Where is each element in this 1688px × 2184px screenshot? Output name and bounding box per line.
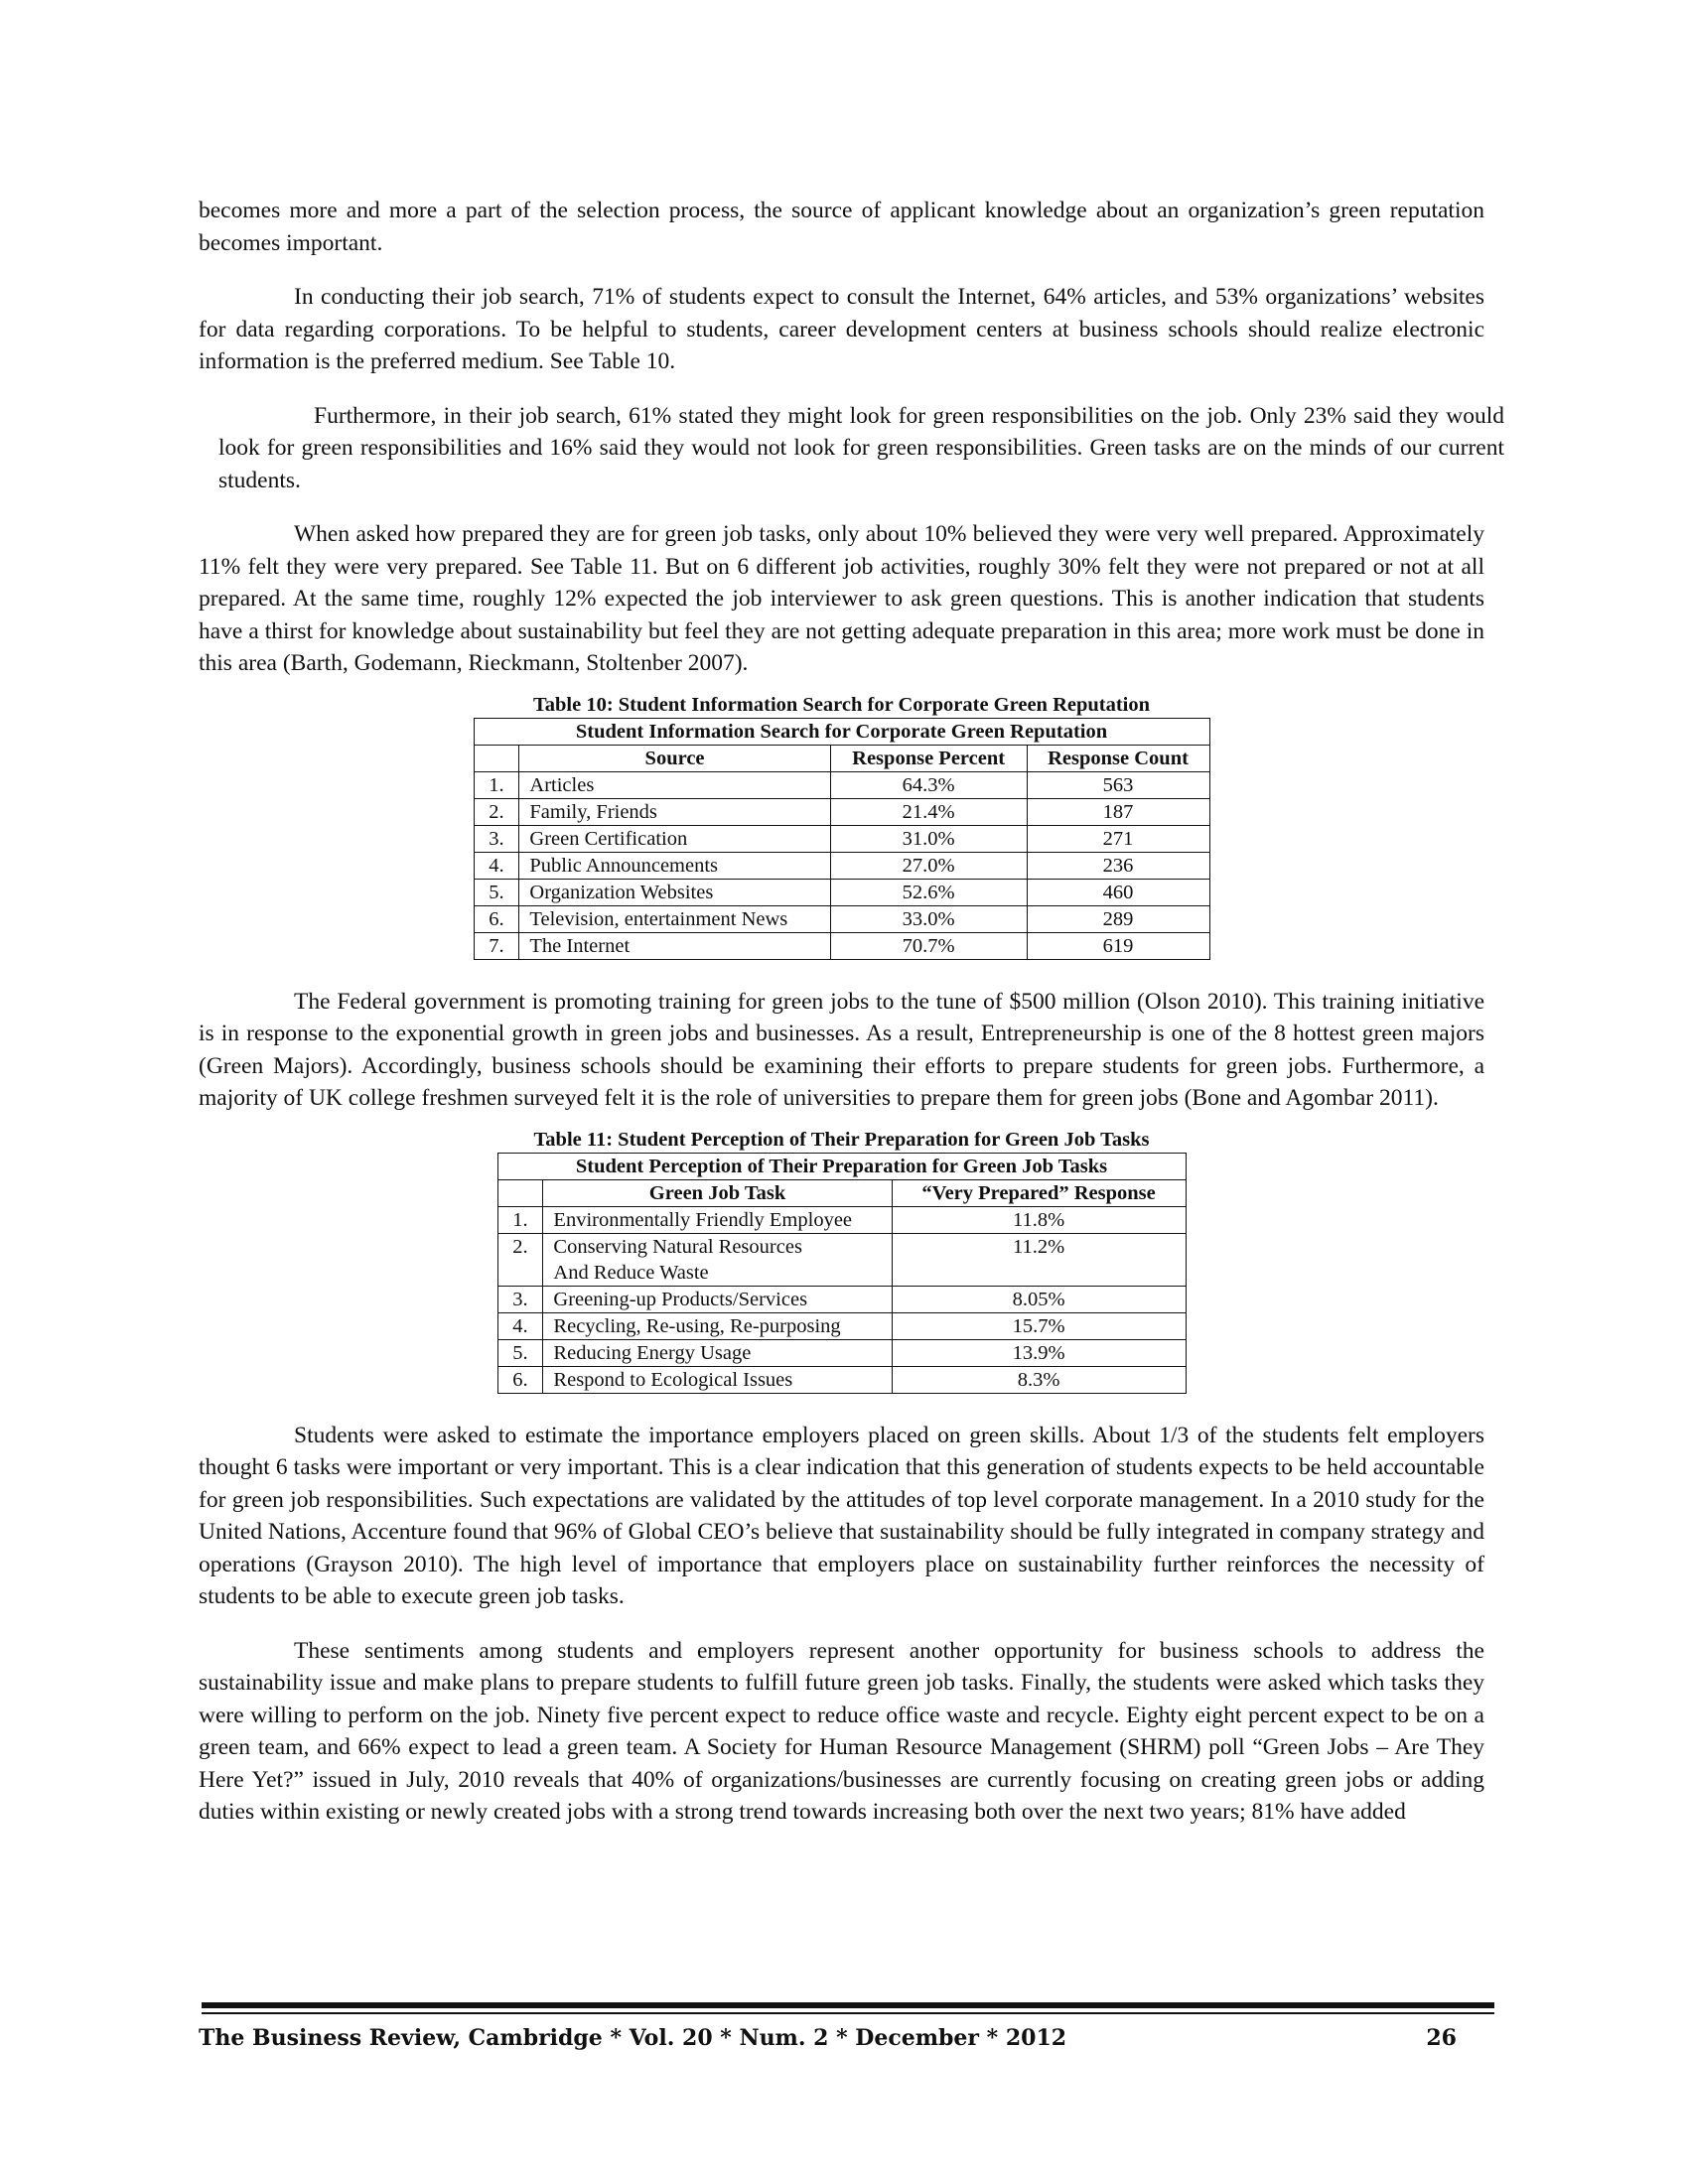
table-row (474, 905, 1209, 932)
table-header: Student Information Search for Corporate Green Reputation (474, 718, 1209, 745)
count-cell: 460 (1027, 879, 1209, 905)
table-row (497, 1366, 1186, 1393)
paragraph: In conducting their job search, 71% of students expect to consult the Internet, 64% articles, and 53% organizations’ websites for data regarding corporations. To be helpful to students, career development centers at business schools should realize electronic information is the preferred medium. See Table 10. (199, 284, 1484, 374)
table-11 (497, 1127, 1187, 1394)
table-header: Student Perception of Their Preparation for Green Job Tasks (497, 1153, 1186, 1179)
paragraph: These sentiments among students and employers represent another opportunity for business schools to address the sustainability issue and make plans to prepare students to fulfill future green job tasks. Finally, the students were asked which tasks they were willing to perform on the job. Ninety five percent expect to reduce office waste and recycle. Eighty eight percent expect to be on a green team, and 66% expect to lead a green team. A Society for Human Resource Management (SHRM) poll “Green Jobs – Are They Here Yet?” issued in July, 2010 reveals that 40% of organizations/businesses are currently focusing on creating green jobs or adding duties within existing or newly created jobs with a strong trend towards increasing both over the next two years; 81% have added (199, 1637, 1484, 1825)
source-cell: Family, Friends (519, 798, 830, 825)
row-number: 3. (474, 825, 519, 852)
response-cell: 11.8% (892, 1206, 1186, 1233)
percent-cell: 64.3% (830, 771, 1027, 798)
count-cell: 619 (1027, 932, 1209, 959)
table-caption: Table 11: Student Perception of Their Preparation for Green Job Tasks (533, 1128, 1150, 1151)
source-cell: Green Certification (519, 825, 830, 852)
table-10 (474, 692, 1210, 960)
table-row (497, 1312, 1186, 1339)
paragraph: becomes more and more a part of the selection process, the source of applicant knowledge about an organization’s green reputation becomes important. (199, 198, 1484, 256)
task-line: Conserving Natural Resources (553, 1235, 802, 1258)
row-number: 6. (497, 1366, 543, 1393)
count-cell: 563 (1027, 771, 1209, 798)
page-number: 26 (1426, 2025, 1457, 2051)
paragraph: Students were asked to estimate the importance employers placed on green skills. About 1/3 of the students felt employers thought 6 tasks were important or very important. This is a clear indication that this generation of students expects to be held accountable for green job responsibilities. Such expectations are validated by the attitudes of top level corporate management. In a 2010 study for the United Nations, Accenture found that 96% of Global CEO’s believe that sustainability should be fully integrated in company strategy and operations (Grayson 2010). The high level of importance that employers place on sustainability further reinforces the necessity of students to be able to execute green job tasks. (199, 1422, 1484, 1609)
task-cell: Environmentally Friendly Employee (543, 1206, 892, 1233)
task-cell: Respond to Ecological Issues (543, 1366, 892, 1393)
task-line: And Reduce Waste (553, 1261, 709, 1284)
source-cell: The Internet (519, 932, 830, 959)
percent-cell: 70.7% (830, 932, 1027, 959)
response-cell: 8.05% (892, 1286, 1186, 1312)
count-cell: 271 (1027, 825, 1209, 852)
response-cell: 11.2% (892, 1233, 1186, 1286)
footer-rule-thin (202, 2012, 1494, 2014)
blank-header-cell (474, 745, 519, 771)
row-number: 3. (497, 1286, 543, 1312)
percent-cell: 27.0% (830, 852, 1027, 879)
footer-rule-thick (202, 2002, 1494, 2008)
row-number: 4. (474, 852, 519, 879)
row-number: 2. (497, 1233, 543, 1286)
column-header: Green Job Task (543, 1179, 892, 1206)
paragraph: Furthermore, in their job search, 61% stated they might look for green responsibilities on the job. Only 23% said they would look for green responsibilities and 16% said they would not look for green responsibilities. Green tasks are on the minds of our current students. (218, 402, 1504, 493)
table-row (474, 825, 1209, 852)
count-cell: 289 (1027, 905, 1209, 932)
column-header: “Very Prepared” Response (892, 1179, 1186, 1206)
row-number: 1. (497, 1206, 543, 1233)
row-number: 4. (497, 1312, 543, 1339)
table-row (497, 1339, 1186, 1366)
response-cell: 13.9% (892, 1339, 1186, 1366)
row-number: 1. (474, 771, 519, 798)
table-row (474, 798, 1209, 825)
column-header: Response Count (1027, 745, 1209, 771)
row-number: 7. (474, 932, 519, 959)
source-cell: Articles (519, 771, 830, 798)
percent-cell: 33.0% (830, 905, 1027, 932)
percent-cell: 31.0% (830, 825, 1027, 852)
percent-cell: 21.4% (830, 798, 1027, 825)
table-row (474, 852, 1209, 879)
count-cell: 236 (1027, 852, 1209, 879)
row-number: 6. (474, 905, 519, 932)
row-number: 2. (474, 798, 519, 825)
source-cell: Television, entertainment News (519, 905, 830, 932)
response-cell: 8.3% (892, 1366, 1186, 1393)
table-row (474, 771, 1209, 798)
table-row (474, 932, 1209, 959)
count-cell: 187 (1027, 798, 1209, 825)
task-cell: Recycling, Re-using, Re-purposing (543, 1312, 892, 1339)
table-10-grid (474, 718, 1210, 960)
table-row (474, 879, 1209, 905)
column-header: Response Percent (830, 745, 1027, 771)
source-cell: Organization Websites (519, 879, 830, 905)
percent-cell: 52.6% (830, 879, 1027, 905)
table-row (497, 1233, 1186, 1286)
page-body (199, 195, 1504, 1850)
paragraph: When asked how prepared they are for green job tasks, only about 10% believed they were very well prepared. Approximately 11% felt they were very prepared. See Table 11. But on 6 different job activities, roughly 30% felt they were not prepared or not at all prepared. At the same time, roughly 12% expected the job interviewer to ask green questions. This is another indication that students have a thirst for knowledge about sustainability but feel they are not getting adequate preparation in this area; more work must be done in this area (Barth, Godemann, Rieckmann, Stoltenber 2007). (199, 521, 1484, 676)
column-header: Source (519, 745, 830, 771)
blank-header-cell (497, 1179, 543, 1206)
task-cell: Reducing Energy Usage (543, 1339, 892, 1366)
table-11-grid (497, 1153, 1187, 1394)
table-row (497, 1286, 1186, 1312)
page-footer (199, 2025, 1457, 2051)
table-row (497, 1206, 1186, 1233)
paragraph: The Federal government is promoting training for green jobs to the tune of $500 million (Olson 2010). This training initiative is in response to the exponential growth in green jobs and businesses. As a result, Entrepreneurship is one of the 8 hottest green majors (Green Majors). Accordingly, business schools should be examining their efforts to prepare students for green jobs. Furthermore, a majority of UK college freshmen surveyed felt it is the role of universities to prepare them for green jobs (Bone and Agombar 2011). (199, 988, 1484, 1111)
row-number: 5. (474, 879, 519, 905)
task-cell: Greening-up Products/Services (543, 1286, 892, 1312)
table-caption: Table 10: Student Information Search for Corporate Green Reputation (532, 693, 1151, 716)
row-number: 5. (497, 1339, 543, 1366)
response-cell: 15.7% (892, 1312, 1186, 1339)
task-cell (543, 1233, 892, 1286)
source-cell: Public Announcements (519, 852, 830, 879)
journal-citation: The Business Review, Cambridge * Vol. 20 * Num. 2 * December * 2012 (199, 2025, 1067, 2051)
